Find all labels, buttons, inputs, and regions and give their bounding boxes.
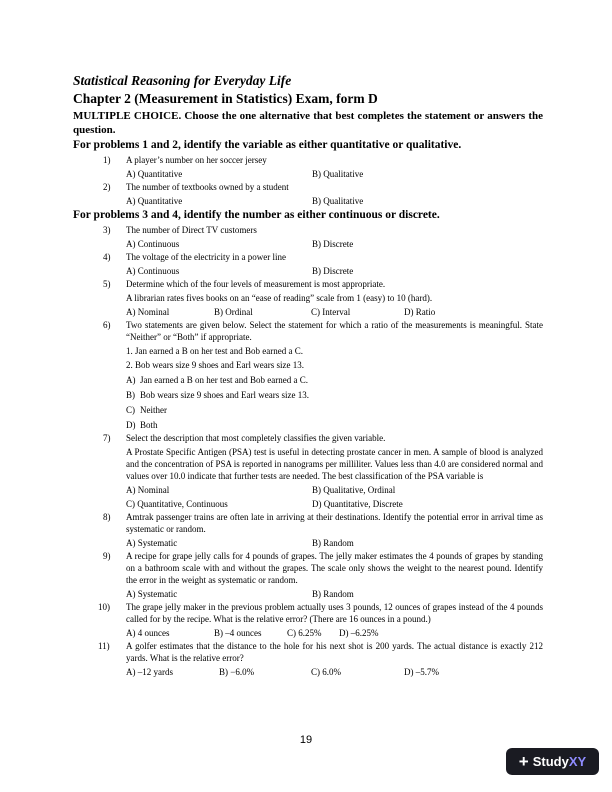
question-1 [73, 154, 543, 180]
question-5 [73, 278, 543, 318]
question-number: 7) [103, 433, 111, 443]
question-10 [73, 601, 543, 639]
option-b[interactable]: B) Random [312, 589, 354, 599]
options [126, 666, 543, 678]
option-key: B) [126, 390, 135, 400]
question-4 [73, 251, 543, 277]
option-b[interactable]: B) −6.0% [219, 667, 255, 677]
options [126, 498, 543, 510]
exam-page [73, 72, 543, 678]
question-scenario: A Prostate Specific Antigen (PSA) test is useful in detecting prostate cancer in men. A sample of blood is analyzed and the concentration of PSA is reported in nanograms per milliliter. Values less than 4.0 are considered normal and values over 10.0 indicate that further tests are needed. The best classification of the PSA variable is [126, 447, 543, 481]
options [126, 484, 543, 496]
section-heading-2: For problems 3 and 4, identify the number as either continuous or discrete. [73, 209, 440, 221]
options [126, 238, 543, 250]
options [126, 627, 543, 639]
options [126, 306, 543, 318]
option-a[interactable]: A) Quantitative [126, 169, 183, 179]
option-a[interactable]: A) Systematic [126, 538, 178, 548]
option-a[interactable]: A) Quantitative [126, 196, 183, 206]
options [126, 588, 543, 600]
question-9 [73, 550, 543, 600]
question-text: The grape jelly maker in the previous problem actually uses 3 pounds, 12 ounces of grapes instead of the 4 pounds called for by the recipe. What is the relative error? (There are 16 ounces in a pound.) [126, 602, 543, 624]
plus-icon: + [518, 751, 529, 771]
option-a[interactable]: A) Continuous [126, 239, 180, 249]
options [126, 168, 543, 180]
question-number: 2) [103, 182, 111, 192]
question-text: Two statements are given below. Select the statement for which a ratio of the measurements is meaningful. State “Neither” or “Both” if appropriate. [126, 320, 543, 342]
book-title: Statistical Reasoning for Everyday Life [73, 73, 292, 88]
option-b[interactable]: B) Discrete [312, 239, 354, 249]
option-b[interactable]: B) Qualitative, Ordinal [312, 485, 396, 495]
option-text: Both [140, 420, 158, 430]
question-number: 5) [103, 279, 111, 289]
option-b[interactable]: B) Random [312, 538, 354, 548]
option-b[interactable]: B) Discrete [312, 266, 354, 276]
question-number: 11) [98, 641, 110, 651]
option-b[interactable] [126, 389, 543, 401]
question-text: A recipe for grape jelly calls for 4 pounds of grapes. The jelly maker estimates the 4 pounds of grapes by standing on a bathroom scale with and without the grapes. The scale only shows the weight to the nearest pound. Identify the error in the weight as systematic or random. [126, 551, 543, 585]
option-b[interactable]: B) Qualitative [312, 169, 364, 179]
question-3 [73, 224, 543, 250]
studyxy-logo[interactable] [506, 748, 599, 775]
statement-1: 1. Jan earned a B on her test and Bob earned a C. [126, 346, 303, 356]
option-a[interactable]: A) Systematic [126, 589, 178, 599]
option-a[interactable] [126, 374, 543, 386]
section-heading-1: For problems 1 and 2, identify the variable as either quantitative or qualitative. [73, 139, 462, 151]
logo-accent-text: XY [568, 754, 587, 769]
options [126, 537, 543, 549]
question-2 [73, 181, 543, 207]
option-c[interactable]: C) Interval [311, 307, 351, 317]
option-c[interactable]: C) Quantitative, Continuous [126, 499, 228, 509]
option-d[interactable]: D) –6.25% [339, 628, 379, 638]
question-text: Amtrak passenger trains are often late in arriving at their destinations. Identify the potential error in arrival time as systematic or random. [126, 512, 543, 534]
option-b[interactable]: B) Ordinal [214, 307, 253, 317]
question-text: The number of Direct TV customers [126, 225, 257, 235]
question-text: A golfer estimates that the distance to the hole for his next shot is 200 yards. The actual distance is exactly 212 yards. What is the relative error? [126, 641, 543, 663]
option-b[interactable]: B) –4 ounces [214, 628, 262, 638]
option-c[interactable]: C) 6.0% [311, 667, 341, 677]
question-number: 4) [103, 252, 111, 262]
question-7 [73, 432, 543, 510]
option-a[interactable]: A) Nominal [126, 485, 170, 495]
option-a[interactable]: A) 4 ounces [126, 628, 170, 638]
option-d[interactable]: D) Quantitative, Discrete [312, 499, 403, 509]
option-a[interactable]: A) Nominal [126, 307, 170, 317]
question-number: 3) [103, 225, 111, 235]
option-text: Bob wears size 9 shoes and Earl wears size 13. [140, 390, 309, 400]
options [126, 195, 543, 207]
question-text: The number of textbooks owned by a student [126, 182, 289, 192]
option-a[interactable]: A) –12 yards [126, 667, 173, 677]
option-b[interactable]: B) Qualitative [312, 196, 364, 206]
option-key: A) [126, 375, 136, 385]
question-scenario: A librarian rates fives books on an “ease of reading” scale from 1 (easy) to 10 (hard). [126, 293, 433, 303]
question-number: 9) [103, 551, 111, 561]
option-a[interactable]: A) Continuous [126, 266, 180, 276]
question-text: A player’s number on her soccer jersey [126, 155, 267, 165]
question-number: 10) [98, 602, 110, 612]
question-number: 1) [103, 155, 111, 165]
question-text: Determine which of the four levels of measurement is most appropriate. [126, 279, 386, 289]
question-number: 6) [103, 320, 111, 330]
question-6 [73, 319, 543, 431]
option-text: Neither [140, 405, 167, 415]
chapter-title: Chapter 2 (Measurement in Statistics) Exam, form D [73, 91, 378, 106]
question-11 [73, 640, 543, 678]
statement-2: 2. Bob wears size 9 shoes and Earl wears size 13. [126, 360, 304, 370]
option-d[interactable]: D) Ratio [404, 307, 436, 317]
question-8 [73, 511, 543, 549]
option-key: C) [126, 405, 135, 415]
question-number: 8) [103, 512, 111, 522]
instructions: MULTIPLE CHOICE. Choose the one alternative that best completes the statement or answers the question. [73, 110, 543, 136]
question-text: Select the description that most completely classifies the given variable. [126, 433, 386, 443]
option-key: D) [126, 420, 136, 430]
options [126, 265, 543, 277]
question-text: The voltage of the electricity in a power line [126, 252, 286, 262]
option-d[interactable]: D) –5.7% [404, 667, 439, 677]
page-number: 19 [299, 734, 313, 746]
option-text: Jan earned a B on her test and Bob earned a C. [140, 375, 308, 385]
option-d[interactable] [126, 419, 543, 431]
option-c[interactable] [126, 404, 543, 416]
logo-text: Study [532, 754, 569, 769]
option-c[interactable]: C) 6.25% [287, 628, 322, 638]
